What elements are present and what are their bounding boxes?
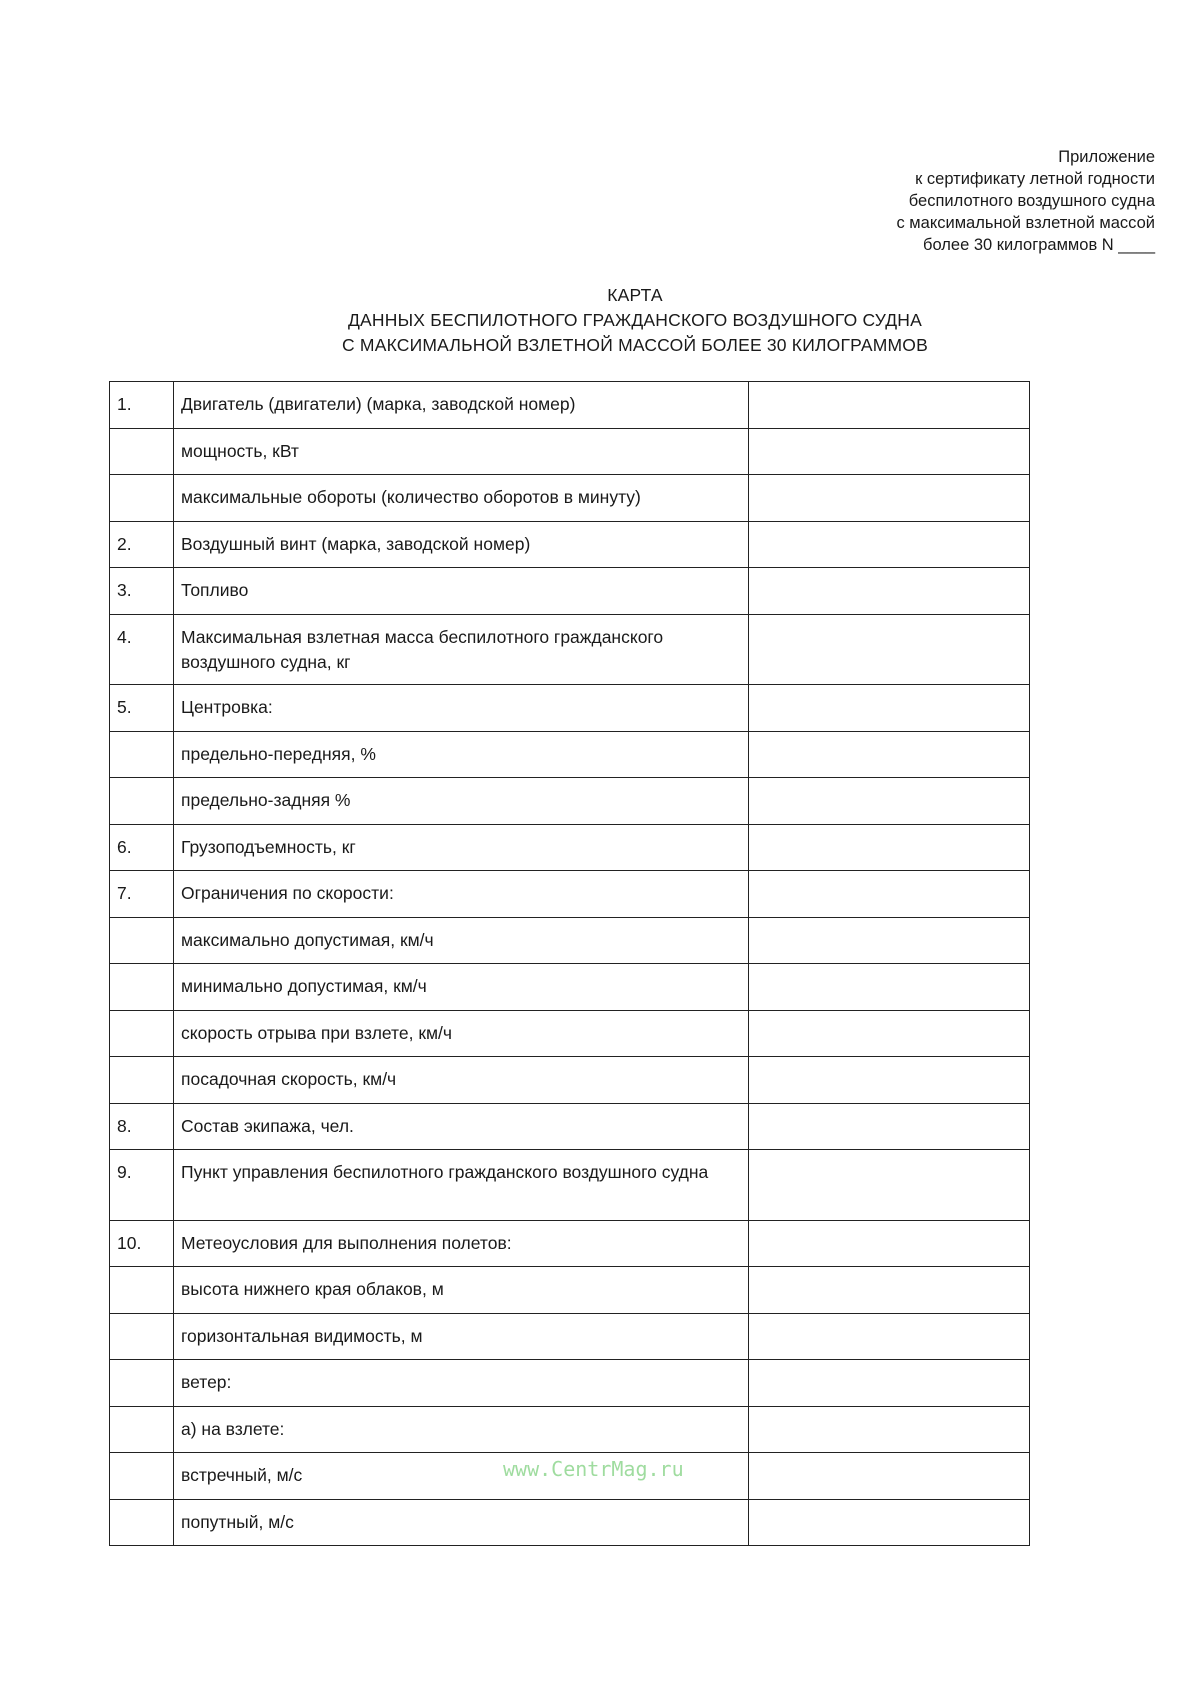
row-number: [110, 731, 174, 778]
appendix-line: более 30 килограммов N ____: [923, 236, 1155, 254]
row-label: горизонтальная видимость, м: [174, 1313, 749, 1360]
row-value-cell[interactable]: [749, 964, 1030, 1011]
table-row: [110, 428, 1030, 475]
row-value-cell[interactable]: [749, 1010, 1030, 1057]
row-value-cell[interactable]: [749, 475, 1030, 522]
row-number: [110, 1360, 174, 1407]
table-row: [110, 568, 1030, 615]
table-row: [110, 871, 1030, 918]
row-value-cell[interactable]: [749, 917, 1030, 964]
row-number: [110, 964, 174, 1011]
row-number: 1.: [110, 382, 174, 429]
document-title: [0, 283, 1200, 358]
row-value-cell[interactable]: [749, 1057, 1030, 1104]
data-card-table: [109, 381, 1030, 1546]
row-value-cell[interactable]: [749, 871, 1030, 918]
row-number: 8.: [110, 1103, 174, 1150]
row-value-cell[interactable]: [749, 1453, 1030, 1500]
row-number: [110, 1267, 174, 1314]
row-label: Пункт управления беспилотного гражданского воздушного судна: [174, 1150, 749, 1221]
row-value-cell[interactable]: [749, 1313, 1030, 1360]
row-value-cell[interactable]: [749, 731, 1030, 778]
appendix-line: Приложение: [1058, 148, 1155, 166]
appendix-line: беспилотного воздушного судна: [908, 192, 1155, 210]
row-label: Метеоусловия для выполнения полетов:: [174, 1220, 749, 1267]
row-value-cell[interactable]: [749, 614, 1030, 685]
row-number: [110, 917, 174, 964]
row-label: Двигатель (двигатели) (марка, заводской номер): [174, 382, 749, 429]
row-number: [110, 778, 174, 825]
row-label: попутный, м/с: [174, 1499, 749, 1546]
row-number: 9.: [110, 1150, 174, 1221]
row-label: мощность, кВт: [174, 428, 749, 475]
row-label: максимальные обороты (количество оборотов в минуту): [174, 475, 749, 522]
row-number: [110, 1057, 174, 1104]
title-line: С МАКСИМАЛЬНОЙ ВЗЛЕТНОЙ МАССОЙ БОЛЕЕ 30 КИЛОГРАММОВ: [342, 335, 928, 355]
row-number: 5.: [110, 685, 174, 732]
row-label: Состав экипажа, чел.: [174, 1103, 749, 1150]
title-line: КАРТА: [607, 285, 663, 305]
appendix-note: [635, 146, 1155, 256]
table-row: [110, 1150, 1030, 1221]
row-number: 10.: [110, 1220, 174, 1267]
table-row: [110, 1267, 1030, 1314]
table-row: [110, 1499, 1030, 1546]
row-number: [110, 1499, 174, 1546]
row-value-cell[interactable]: [749, 568, 1030, 615]
row-value-cell[interactable]: [749, 824, 1030, 871]
table-row: [110, 731, 1030, 778]
table-row: [110, 1360, 1030, 1407]
row-number: 7.: [110, 871, 174, 918]
row-label: предельно-задняя %: [174, 778, 749, 825]
row-number: [110, 1313, 174, 1360]
row-value-cell[interactable]: [749, 1406, 1030, 1453]
table-row: [110, 964, 1030, 1011]
table-row: [110, 1220, 1030, 1267]
row-label: минимально допустимая, км/ч: [174, 964, 749, 1011]
row-number: 2.: [110, 521, 174, 568]
row-value-cell[interactable]: [749, 521, 1030, 568]
row-label: Грузоподъемность, кг: [174, 824, 749, 871]
title-line: ДАННЫХ БЕСПИЛОТНОГО ГРАЖДАНСКОГО ВОЗДУШНОГО СУДНА: [347, 310, 922, 330]
row-value-cell[interactable]: [749, 1267, 1030, 1314]
table-row: [110, 382, 1030, 429]
row-number: 4.: [110, 614, 174, 685]
row-number: [110, 1406, 174, 1453]
appendix-line: к сертификату летной годности: [915, 170, 1155, 188]
table-row: [110, 614, 1030, 685]
row-number: [110, 475, 174, 522]
row-value-cell[interactable]: [749, 1103, 1030, 1150]
row-value-cell[interactable]: [749, 1499, 1030, 1546]
table-row: [110, 685, 1030, 732]
table-row: [110, 1406, 1030, 1453]
table-row: [110, 1313, 1030, 1360]
table-row: [110, 475, 1030, 522]
row-number: [110, 1453, 174, 1500]
row-label: максимально допустимая, км/ч: [174, 917, 749, 964]
row-number: [110, 428, 174, 475]
row-number: 3.: [110, 568, 174, 615]
table-row: [110, 1057, 1030, 1104]
watermark: www.CentrMag.ru: [503, 1457, 684, 1481]
row-label: ветер:: [174, 1360, 749, 1407]
table-row: [110, 778, 1030, 825]
row-label: предельно-передняя, %: [174, 731, 749, 778]
row-label: Максимальная взлетная масса беспилотного гражданского воздушного судна, кг: [174, 614, 749, 685]
row-value-cell[interactable]: [749, 685, 1030, 732]
row-label: Центровка:: [174, 685, 749, 732]
row-label: встречный, м/с: [174, 1453, 749, 1500]
row-number: 6.: [110, 824, 174, 871]
row-label: Топливо: [174, 568, 749, 615]
table-row: [110, 521, 1030, 568]
row-value-cell[interactable]: [749, 778, 1030, 825]
row-value-cell[interactable]: [749, 382, 1030, 429]
row-label: посадочная скорость, км/ч: [174, 1057, 749, 1104]
row-number: [110, 1010, 174, 1057]
table-row: [110, 917, 1030, 964]
appendix-line: с максимальной взлетной массой: [896, 214, 1155, 232]
row-value-cell[interactable]: [749, 1220, 1030, 1267]
row-value-cell[interactable]: [749, 428, 1030, 475]
row-label: а) на взлете:: [174, 1406, 749, 1453]
row-value-cell[interactable]: [749, 1150, 1030, 1221]
table-row: [110, 824, 1030, 871]
row-label: Воздушный винт (марка, заводской номер): [174, 521, 749, 568]
row-value-cell[interactable]: [749, 1360, 1030, 1407]
row-label: скорость отрыва при взлете, км/ч: [174, 1010, 749, 1057]
table-row: [110, 1103, 1030, 1150]
row-label: высота нижнего края облаков, м: [174, 1267, 749, 1314]
row-label: Ограничения по скорости:: [174, 871, 749, 918]
table-row: [110, 1010, 1030, 1057]
